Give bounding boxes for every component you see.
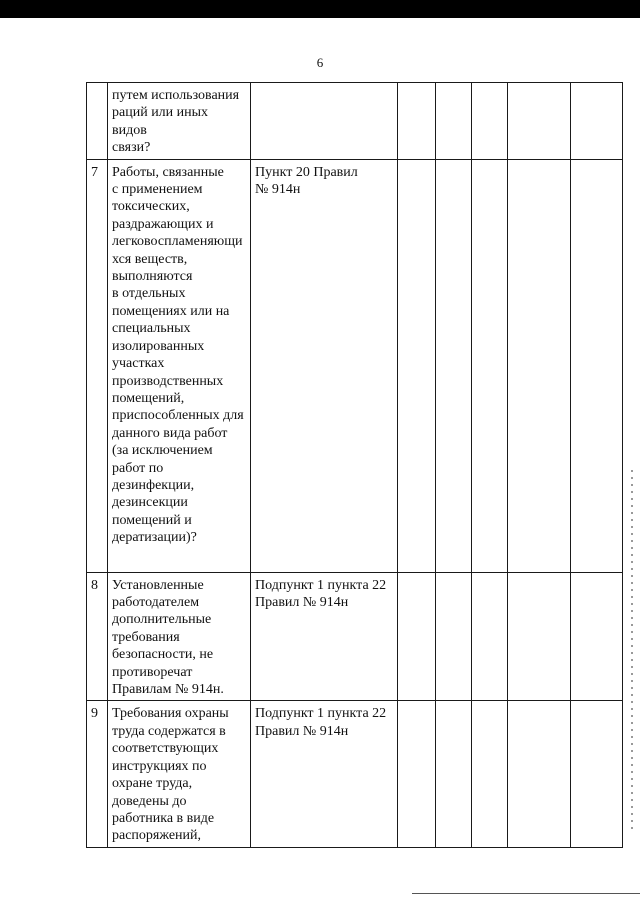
page-number: 6 <box>316 55 324 70</box>
legal-reference: Пункт 20 Правил № 914н <box>251 159 398 572</box>
notes-cell <box>571 83 623 160</box>
notes-cell <box>571 159 623 572</box>
checklist-table <box>86 82 623 848</box>
answer-cell-yes <box>398 701 436 847</box>
answer-cell-na <box>472 83 508 160</box>
answer-cell-na <box>472 159 508 572</box>
notes-cell <box>571 572 623 701</box>
answer-cell-extra <box>508 83 571 160</box>
table-row <box>87 83 623 160</box>
answer-cell-no <box>436 701 472 847</box>
margin-annotation <box>631 470 633 830</box>
answer-cell-na <box>472 701 508 847</box>
answer-cell-yes <box>398 159 436 572</box>
row-number: 9 <box>87 701 108 847</box>
answer-cell-extra <box>508 572 571 701</box>
legal-reference <box>251 83 398 160</box>
requirement-text: Работы, связанные с применением токсических, раздражающих и легковоспламеняющи хся веществ, выполняются в отдельных помещениях или на специальных изолированных участках производственных помещений, приспособленных для данного вида работ (за исключением работ по дезинфекции, дезинсекции помещений и дератизации)? <box>108 159 251 572</box>
answer-cell-yes <box>398 83 436 160</box>
bottom-rule <box>412 893 640 894</box>
requirement-text: путем использования раций или иных видов связи? <box>108 83 251 160</box>
row-number: 8 <box>87 572 108 701</box>
answer-cell-na <box>472 572 508 701</box>
legal-reference: Подпункт 1 пункта 22 Правил № 914н <box>251 572 398 701</box>
answer-cell-no <box>436 159 472 572</box>
requirement-text: Требования охраны труда содержатся в соответствующих инструкциях по охране труда, доведены до работника в виде распоряжений, <box>108 701 251 847</box>
answer-cell-extra <box>508 159 571 572</box>
row-number <box>87 83 108 160</box>
answer-cell-extra <box>508 701 571 847</box>
requirement-text: Установленные работодателем дополнительные требования безопасности, не противоречат Правилам № 914н. <box>108 572 251 701</box>
answer-cell-no <box>436 572 472 701</box>
legal-reference: Подпункт 1 пункта 22 Правил № 914н <box>251 701 398 847</box>
answer-cell-yes <box>398 572 436 701</box>
table-row <box>87 701 623 847</box>
scan-top-border <box>0 0 640 18</box>
notes-cell <box>571 701 623 847</box>
answer-cell-no <box>436 83 472 160</box>
table-row <box>87 159 623 572</box>
row-number: 7 <box>87 159 108 572</box>
table-row <box>87 572 623 701</box>
